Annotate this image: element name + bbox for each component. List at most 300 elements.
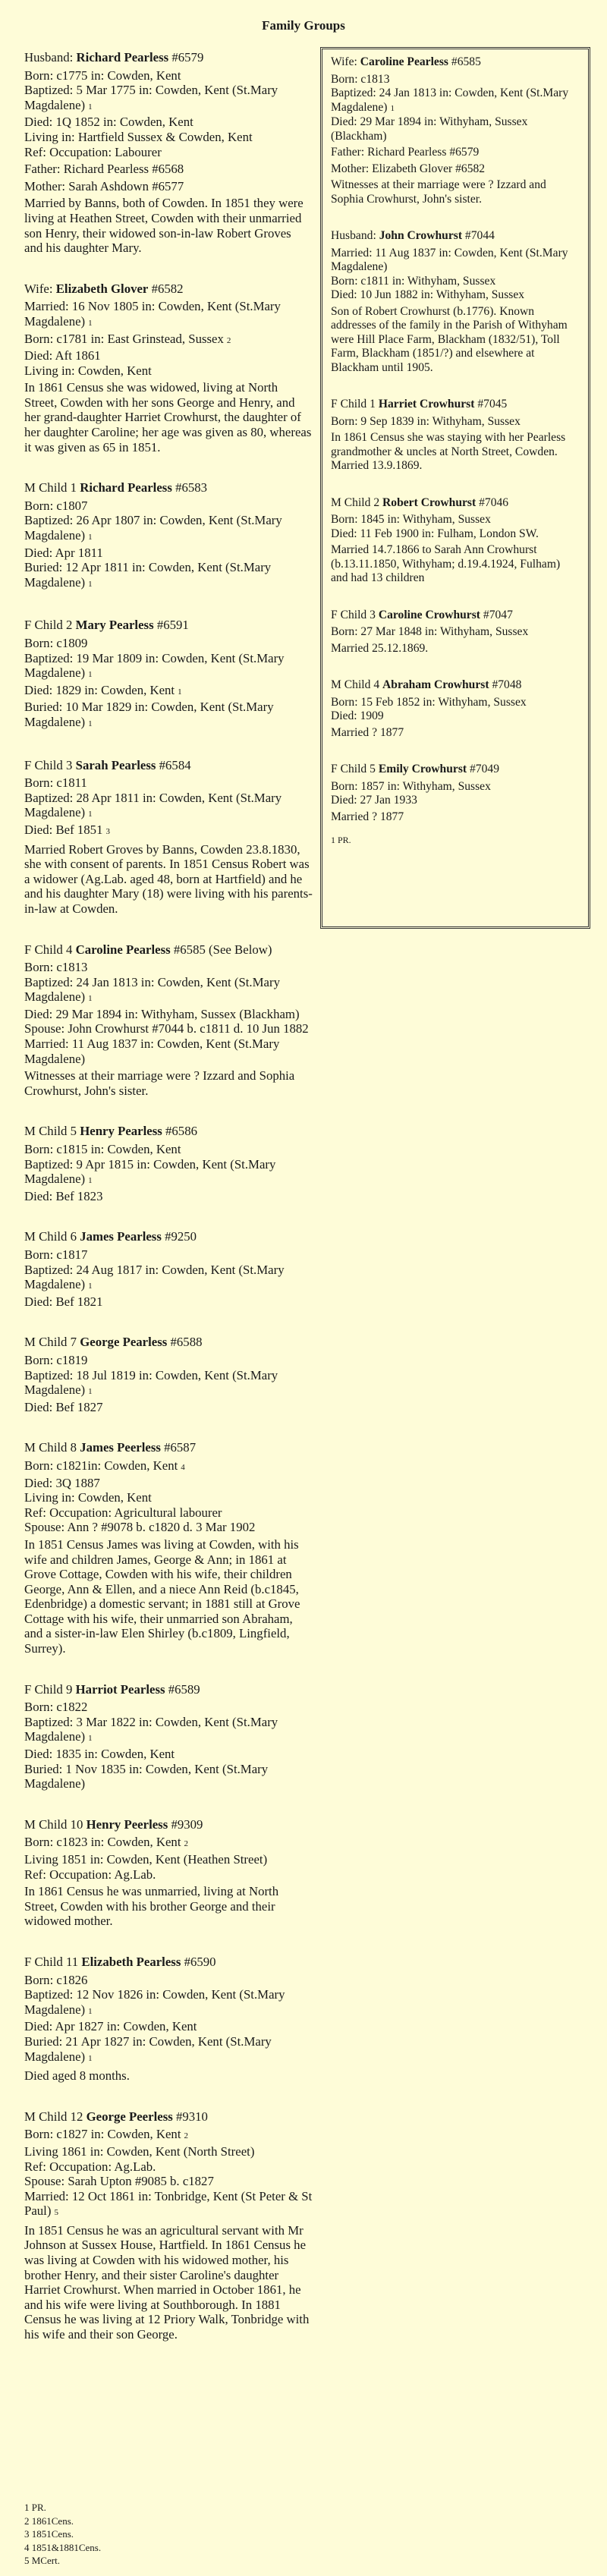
person-id: #6589: [168, 1681, 200, 1697]
footnote-ref: 2: [184, 2131, 188, 2141]
record-text: Living 1851 in: Cowden, Kent (Heathen Street): [24, 1852, 268, 1867]
record-fact: [24, 1852, 313, 1867]
record-text: Buried: 10 Mar 1829 in: Cowden, Kent (St.Mary Magdalene): [24, 700, 274, 729]
record-text: Ref: Occupation: Ag.Lab.: [24, 1867, 156, 1882]
person-name: Sarah Pearless: [75, 757, 156, 772]
record-text: Married: 11 Aug 1837 in: Cowden, Kent (St.Mary Magdalene): [331, 246, 568, 273]
left-family-group: [24, 50, 313, 2368]
footnote: 5 MCert.: [24, 2555, 60, 2566]
record-fact: [24, 2174, 313, 2189]
record-fact: [331, 709, 580, 724]
record-text: Baptized: 3 Mar 1822 in: Cowden, Kent (St.Mary Magdalene): [24, 1714, 278, 1744]
person-heading: [24, 50, 313, 65]
person-heading: [331, 609, 580, 623]
footnote: 3 1851Cens.: [24, 2528, 74, 2540]
right-box-footnote: 1 PR.: [331, 835, 351, 845]
record-fact: [24, 2144, 313, 2159]
record-fact: [24, 960, 313, 975]
record-text: Born: c1775 in: Cowden, Kent: [24, 68, 181, 83]
record-text: Died: 1Q 1852 in: Cowden, Kent: [24, 115, 193, 130]
record-fact: [24, 1189, 313, 1204]
person-record: [331, 229, 580, 375]
record-text: Married: 12 Oct 1861 in: Tonbridge, Kent (St Peter & St Paul): [24, 2188, 313, 2219]
person-role: F Child 11: [24, 1954, 79, 1969]
person-heading: [331, 763, 580, 777]
record-text: Buried: 1 Nov 1835 in: Cowden, Kent (St.Mary Magdalene): [24, 1761, 269, 1791]
record-fact: [24, 1353, 313, 1368]
record-text: Died: 29 Mar 1894 in: Withyham, Sussex (Blackham): [331, 115, 528, 143]
person-role: F Child 3: [331, 608, 376, 621]
record-fact: [24, 145, 313, 160]
record-text: Born: 27 Mar 1848 in: Withyham, Sussex: [331, 625, 529, 638]
footnote: 1 PR.: [24, 2502, 46, 2513]
person-name: Abraham Crowhurst: [382, 678, 489, 691]
record-text: Died: 1835 in: Cowden, Kent: [24, 1747, 175, 1762]
record-fact: [24, 1157, 313, 1189]
record-fact: [24, 1835, 313, 1852]
person-record: [24, 1124, 313, 1203]
record-text: Born: c1811: [24, 775, 87, 791]
record-text: Born: c1819: [24, 1352, 88, 1367]
record-fact: [331, 247, 580, 275]
record-text: Died: 1909: [331, 709, 384, 722]
record-note: [24, 196, 313, 255]
person-name: James Pearless: [80, 1229, 162, 1244]
record-fact: [24, 1505, 313, 1521]
record-fact: [331, 115, 580, 143]
record-text: Born: c1826: [24, 1972, 88, 1987]
footnote-ref: 1: [88, 533, 93, 543]
record-fact: [24, 1700, 313, 1715]
record-fact: [24, 560, 313, 592]
person-heading: [24, 758, 313, 773]
person-record: [331, 496, 580, 586]
record-text: Born: c1813: [24, 960, 88, 975]
record-text: Born: c1807: [24, 498, 88, 513]
record-fact: [24, 348, 313, 363]
footnote-ref: 1: [88, 1176, 93, 1186]
record-text: Died: 3Q 1887: [24, 1475, 100, 1490]
person-heading: [24, 1682, 313, 1697]
record-fact: [24, 1476, 313, 1491]
person-record: [24, 1335, 313, 1414]
record-text: Living in: Hartfield Sussex & Cowden, Kent: [24, 129, 253, 144]
record-text: Baptized: 24 Jan 1813 in: Cowden, Kent (St.Mary Magdalene): [24, 974, 280, 1005]
person-heading: [331, 678, 580, 693]
person-record: [24, 1682, 313, 1791]
record-fact: [24, 1987, 313, 2019]
person-heading: [331, 496, 580, 511]
record-note: [331, 305, 580, 376]
person-role: M Child 4: [331, 678, 380, 691]
record-text: Baptized: 24 Jan 1813 in: Cowden, Kent (St.Mary Magdalene): [331, 86, 569, 114]
footnote-ref: 1: [88, 2006, 93, 2016]
record-fact: [24, 546, 313, 561]
person-record: [24, 1440, 313, 1656]
footnote-ref: 1: [88, 1282, 93, 1291]
person-name: James Peerless: [80, 1440, 161, 1455]
person-name: George Peerless: [86, 2109, 173, 2124]
person-id: #6590: [184, 1954, 216, 1969]
person-record: [24, 618, 313, 731]
record-text: Died: Apr 1827 in: Cowden, Kent: [24, 2019, 197, 2034]
record-text: Son of Robert Crowhurst (b.1776). Known addresses of the family in the Parish of Withyham were Hill Place Farm, Blackham (1832/51), Toll Farm, Blackham (1851/?) and elsewhere at Blackham until 1905.: [331, 304, 568, 374]
record-text: Witnesses at their marriage were ? Izzard and Sophia Crowhurst, John's sister.: [331, 178, 546, 206]
record-text: Married: 16 Nov 1805 in: Cowden, Kent (St.Mary Magdalene): [24, 299, 281, 329]
record-fact: [24, 1762, 313, 1791]
person-role: F Child 5: [331, 763, 376, 775]
person-record: [331, 609, 580, 656]
record-fact: [24, 1747, 313, 1762]
record-note: [24, 1884, 313, 1929]
record-text: Married Robert Groves by Banns, Cowden 23.8.1830, she with consent of parents. In 1851 Census Robert was a widower (Ag.Lab. aged 48, born at Hartfield) and he and his daughter Mary (18) were living with his parents-in-law at Cowden.: [24, 841, 313, 916]
footnote-ref: 1: [88, 318, 93, 328]
record-text: Married ? 1877: [331, 810, 404, 823]
record-text: In 1861 Census she was staying with her Pearless grandmother & uncles at North Street, Cowden. Married 13.9.1869.: [331, 431, 566, 472]
record-text: Baptized: 9 Apr 1815 in: Cowden, Kent (St.Mary Magdalene): [24, 1156, 276, 1187]
record-fact: [24, 499, 313, 514]
record-fact: [331, 275, 580, 289]
person-id: #6588: [170, 1335, 203, 1350]
footnote-ref: 1: [88, 994, 93, 1004]
record-text: Born: c1823 in: Cowden, Kent: [24, 1835, 181, 1850]
person-role: M Child 6: [24, 1229, 77, 1244]
record-fact: [24, 1294, 313, 1310]
person-id: #7045: [477, 398, 508, 410]
person-role: F Child 4: [24, 942, 73, 957]
person-record: [24, 1817, 313, 1929]
record-fact: [24, 2159, 313, 2175]
record-fact: [331, 527, 580, 542]
record-fact: [24, 636, 313, 651]
record-fact: [24, 363, 313, 379]
person-record: [24, 942, 313, 1099]
person-role: F Child 1: [331, 398, 376, 410]
person-role: M Child 1: [24, 480, 77, 495]
person-id: #6587: [164, 1440, 197, 1455]
person-heading: [24, 2109, 313, 2125]
record-text: Married 14.7.1866 to Sarah Ann Crowhurst (b.13.11.1850, Withyham; d.19.4.1924, Fulham) and had 13 children: [331, 543, 561, 584]
person-name: Caroline Crowhurst: [378, 608, 480, 621]
record-text: Buried: 21 Apr 1827 in: Cowden, Kent (St.Mary Magdalene): [24, 2033, 272, 2064]
record-text: Born: 9 Sep 1839 in: Withyham, Sussex: [331, 414, 521, 428]
record-fact: [24, 1368, 313, 1400]
record-text: Spouse: Sarah Upton #9085 b. c1827: [24, 2174, 214, 2189]
person-role: F Child 2: [24, 618, 73, 633]
record-fact: [24, 2189, 313, 2221]
record-fact: [24, 822, 313, 840]
person-heading: [24, 1817, 313, 1832]
person-id: #7044: [464, 229, 495, 242]
record-text: Ref: Occupation: Labourer: [24, 144, 162, 159]
footnote-ref: 2: [184, 1839, 188, 1849]
person-id: #9310: [175, 2109, 208, 2124]
record-text: Mother: Sarah Ashdown #6577: [24, 178, 184, 193]
record-text: Died: 27 Jan 1933: [331, 794, 417, 807]
person-record: [24, 50, 313, 256]
record-fact: [331, 415, 580, 429]
record-text: Died: 11 Feb 1900 in: Fulham, London SW.: [331, 527, 539, 540]
person-id: #6583: [175, 480, 208, 495]
person-extra: (See Below): [209, 942, 272, 957]
person-record: [24, 758, 313, 917]
record-text: Died: Apr 1811: [24, 545, 103, 560]
record-text: Died: Aft 1861: [24, 348, 101, 363]
record-text: In 1851 Census James was living at Cowden, with his wife and children James, George & Ann; in 1861 at Grove Cottage, Cowden with his wife, their children George, Ann & Ellen, and a niece Ann Reid (b.c1845, Edenbridge) a domestic servant; in 1881 still at Grove Cottage with his wife, their unmarried son Abraham, and a sister-in-law Elen Shirley (b.c1809, Lingfield, Surrey).: [24, 1536, 300, 1656]
person-id: #6582: [151, 281, 184, 296]
person-heading: [24, 282, 313, 297]
person-id: #9309: [171, 1816, 203, 1832]
footnotes: [24, 2501, 328, 2568]
person-id: #6579: [171, 50, 204, 64]
footnote-ref: 2: [226, 335, 231, 345]
person-heading: [331, 229, 580, 244]
page-title: Family Groups: [262, 18, 345, 33]
record-note: [331, 726, 580, 741]
person-heading: [24, 1440, 313, 1455]
footnote-ref: 1: [88, 102, 93, 112]
record-fact: [24, 2127, 313, 2144]
person-name: George Pearless: [80, 1335, 168, 1350]
person-record: [24, 480, 313, 592]
record-fact: [331, 513, 580, 527]
record-fact: [24, 1973, 313, 1988]
person-name: Richard Pearless: [80, 480, 172, 495]
record-text: Born: c1781 in: East Grinstead, Sussex: [24, 331, 224, 346]
record-fact: [24, 791, 313, 822]
footnote-ref: 1: [88, 579, 93, 589]
record-text: Married: 11 Aug 1837 in: Cowden, Kent (St.Mary Magdalene): [24, 1036, 280, 1066]
record-fact: [331, 73, 580, 87]
record-text: Living 1861 in: Cowden, Kent (North Street): [24, 2144, 255, 2159]
record-note: [331, 642, 580, 656]
person-id: #6585: [451, 55, 481, 68]
person-heading: [24, 1124, 313, 1139]
person-id: #7047: [483, 608, 513, 621]
record-text: Born: c1817: [24, 1247, 88, 1262]
record-text: Married ? 1877: [331, 725, 404, 739]
record-fact: [24, 115, 313, 130]
right-family-group-box: [320, 47, 590, 929]
footnote-ref: 1: [390, 103, 395, 113]
record-fact: [24, 1400, 313, 1415]
record-note: [331, 810, 580, 825]
record-text: Ref: Occupation: Agricultural labourer: [24, 1505, 222, 1520]
record-text: Baptized: 18 Jul 1819 in: Cowden, Kent (St.Mary Magdalene): [24, 1367, 278, 1398]
record-fact: [24, 83, 313, 115]
person-name: Caroline Pearless: [360, 55, 448, 68]
record-fact: [24, 651, 313, 683]
record-fact: [24, 1007, 313, 1022]
record-fact: [24, 1247, 313, 1263]
record-text: Born: c1815 in: Cowden, Kent: [24, 1142, 181, 1157]
person-name: Robert Crowhurst: [382, 495, 476, 509]
record-note: [24, 2223, 313, 2342]
record-fact: [24, 332, 313, 349]
person-name: Harriet Crowhurst: [378, 398, 475, 410]
record-text: Died: Bef 1827: [24, 1399, 103, 1414]
record-note: [24, 2068, 313, 2084]
record-note: [24, 179, 313, 194]
person-id: #7046: [479, 495, 509, 509]
person-id: #6584: [159, 757, 191, 772]
record-note: [24, 380, 313, 454]
record-note: [24, 1537, 313, 1656]
person-role: F Child 9: [24, 1681, 73, 1697]
record-text: Died: Bef 1821: [24, 1294, 103, 1309]
person-record: [24, 1955, 313, 2084]
record-fact: [24, 2019, 313, 2034]
record-fact: [331, 86, 580, 115]
record-fact: [24, 1263, 313, 1294]
person-role: M Child 8: [24, 1440, 77, 1455]
person-name: John Crowhurst: [379, 229, 463, 242]
record-fact: [24, 1867, 313, 1882]
person-record: [331, 398, 580, 473]
record-text: Born: 15 Feb 1852 in: Withyham, Sussex: [331, 695, 527, 709]
record-note: [331, 543, 580, 586]
record-fact: [331, 696, 580, 710]
record-text: Died: 29 Mar 1894 in: Withyham, Sussex (Blackham): [24, 1006, 300, 1021]
person-heading: [24, 618, 313, 633]
footnote-ref: 1: [88, 2053, 93, 2063]
record-text: Married 25.12.1869.: [331, 641, 429, 655]
person-id: #6585: [173, 942, 206, 957]
record-text: Born: c1813: [331, 72, 390, 86]
footnote-ref: 1: [88, 670, 93, 680]
record-note: [24, 842, 313, 917]
person-heading: [24, 942, 313, 958]
record-text: Buried: 12 Apr 1811 in: Cowden, Kent (St.Mary Magdalene): [24, 560, 272, 590]
record-text: Born: c1811 in: Withyham, Sussex: [331, 274, 496, 288]
record-text: Baptized: 24 Aug 1817 in: Cowden, Kent (St.Mary Magdalene): [24, 1262, 285, 1292]
person-id: #6591: [156, 618, 189, 633]
person-role: Husband:: [24, 50, 74, 64]
record-note: [331, 178, 580, 206]
record-text: Father: Richard Pearless #6568: [24, 162, 184, 177]
record-fact: [331, 288, 580, 303]
person-record: [24, 2109, 313, 2342]
record-text: Witnesses at their marriage were ? Izzard and Sophia Crowhurst, John's sister.: [24, 1068, 295, 1098]
person-heading: [24, 1335, 313, 1350]
record-fact: [331, 794, 580, 808]
person-name: Elizabeth Glover: [55, 281, 149, 296]
record-text: In 1861 Census he was unmarried, living at North Street, Cowden with his brother George and their widowed mother.: [24, 1884, 279, 1929]
record-text: In 1851 Census he was an agricultural servant with Mr Johnson at Sussex House, Hartfield. In 1861 Census he was living at Cowden with his widowed mother, his brother Henry, and their sister Caroline's daughter Harriet Crowhurst. When married in October 1861, he and his wife were living at Southborough. In 1881 Census he was living at 12 Priory Walk, Tonbridge with his wife and their son George.: [24, 2222, 310, 2342]
person-name: Caroline Pearless: [75, 942, 171, 957]
footnote-ref: 1: [88, 810, 93, 819]
person-id: #6586: [165, 1124, 197, 1139]
record-text: Spouse: Ann ? #9078 b. c1820 d. 3 Mar 1902: [24, 1520, 256, 1535]
record-text: In 1861 Census she was widowed, living at North Street, Cowden with her sons George and Henry, and her grand-daughter Harriet Crowhurst, the daughter of her daughter Caroline; her age was given as 80, whereas it was given as 65 in 1851.: [24, 380, 312, 454]
record-fact: [24, 775, 313, 791]
record-text: Died: Bef 1851: [24, 822, 103, 837]
person-record: [331, 763, 580, 824]
record-fact: [24, 2034, 313, 2066]
record-text: Baptized: 12 Nov 1826 in: Cowden, Kent (St.Mary Magdalene): [24, 1987, 285, 2017]
record-text: Died: 10 Jun 1882 in: Withyham, Sussex: [331, 288, 525, 301]
record-text: Died: 1829 in: Cowden, Kent: [24, 682, 175, 697]
person-id: #7049: [470, 763, 499, 775]
person-name: Henry Peerless: [86, 1816, 168, 1832]
person-record: [24, 282, 313, 455]
footnote-ref: 1: [88, 719, 93, 728]
record-note: [24, 162, 313, 177]
person-heading: [331, 55, 580, 70]
record-fact: [24, 975, 313, 1007]
footnote-ref: 3: [105, 826, 110, 836]
person-name: Mary Pearless: [75, 618, 154, 633]
footnote-ref: 1: [178, 687, 182, 697]
person-role: M Child 2: [331, 495, 380, 509]
footnote-ref: 1: [88, 1387, 93, 1397]
record-fact: [24, 1142, 313, 1157]
footnote-ref: 4: [181, 1462, 185, 1472]
person-role: Wife:: [24, 281, 53, 296]
person-heading: [331, 398, 580, 412]
person-role: M Child 7: [24, 1335, 77, 1350]
record-fact: [24, 683, 313, 700]
person-record: [331, 55, 580, 206]
person-heading: [24, 480, 313, 495]
record-text: Born: 1845 in: Withyham, Sussex: [331, 513, 491, 526]
person-id: #9250: [165, 1229, 197, 1244]
footnote-ref: 5: [54, 2208, 58, 2218]
record-fact: [24, 1036, 313, 1066]
footnote-ref: 1: [88, 1734, 93, 1744]
record-text: Mother: Elizabeth Glover #6582: [331, 162, 486, 175]
person-heading: [24, 1229, 313, 1244]
record-text: Born: c1822: [24, 1700, 88, 1715]
record-text: Baptized: 26 Apr 1807 in: Cowden, Kent (St.Mary Magdalene): [24, 513, 282, 543]
person-role: F Child 3: [24, 757, 73, 772]
record-text: Ref: Occupation: Ag.Lab.: [24, 2159, 156, 2174]
record-text: Spouse: John Crowhurst #7044 b. c1811 d. 10 Jun 1882: [24, 1021, 309, 1036]
person-role: Husband:: [331, 229, 376, 242]
record-text: Baptized: 19 Mar 1809 in: Cowden, Kent (St.Mary Magdalene): [24, 650, 285, 681]
record-fact: [24, 1715, 313, 1747]
record-note: [24, 1068, 313, 1098]
person-name: Harriot Pearless: [75, 1681, 165, 1697]
record-fact: [24, 1458, 313, 1476]
person-id: #7048: [492, 678, 522, 691]
record-fact: [24, 68, 313, 83]
person-role: M Child 10: [24, 1816, 83, 1832]
person-name: Henry Pearless: [80, 1124, 162, 1139]
record-fact: [24, 1490, 313, 1505]
footnote: 4 1851&1881Cens.: [24, 2541, 102, 2553]
record-fact: [24, 1021, 313, 1036]
record-fact: [331, 780, 580, 794]
person-name: Elizabeth Pearless: [81, 1954, 181, 1969]
record-text: Father: Richard Pearless #6579: [331, 146, 480, 159]
person-name: Emily Crowhurst: [378, 763, 467, 775]
person-heading: [24, 1955, 313, 1970]
person-record: [331, 678, 580, 740]
record-text: Baptized: 5 Mar 1775 in: Cowden, Kent (St.Mary Magdalene): [24, 83, 278, 112]
record-text: Born: 1857 in: Withyham, Sussex: [331, 779, 491, 793]
record-text: Born: c1827 in: Cowden, Kent: [24, 2127, 181, 2142]
record-text: Baptized: 28 Apr 1811 in: Cowden, Kent (St.Mary Magdalene): [24, 790, 282, 820]
person-role: M Child 12: [24, 2109, 83, 2124]
record-text: Living in: Cowden, Kent: [24, 363, 152, 378]
record-text: Living in: Cowden, Kent: [24, 1490, 152, 1505]
record-fact: [24, 299, 313, 331]
record-text: Died aged 8 months.: [24, 2068, 130, 2084]
record-text: Born: c1809: [24, 636, 88, 650]
record-fact: [331, 625, 580, 640]
person-name: Richard Pearless: [76, 50, 169, 64]
